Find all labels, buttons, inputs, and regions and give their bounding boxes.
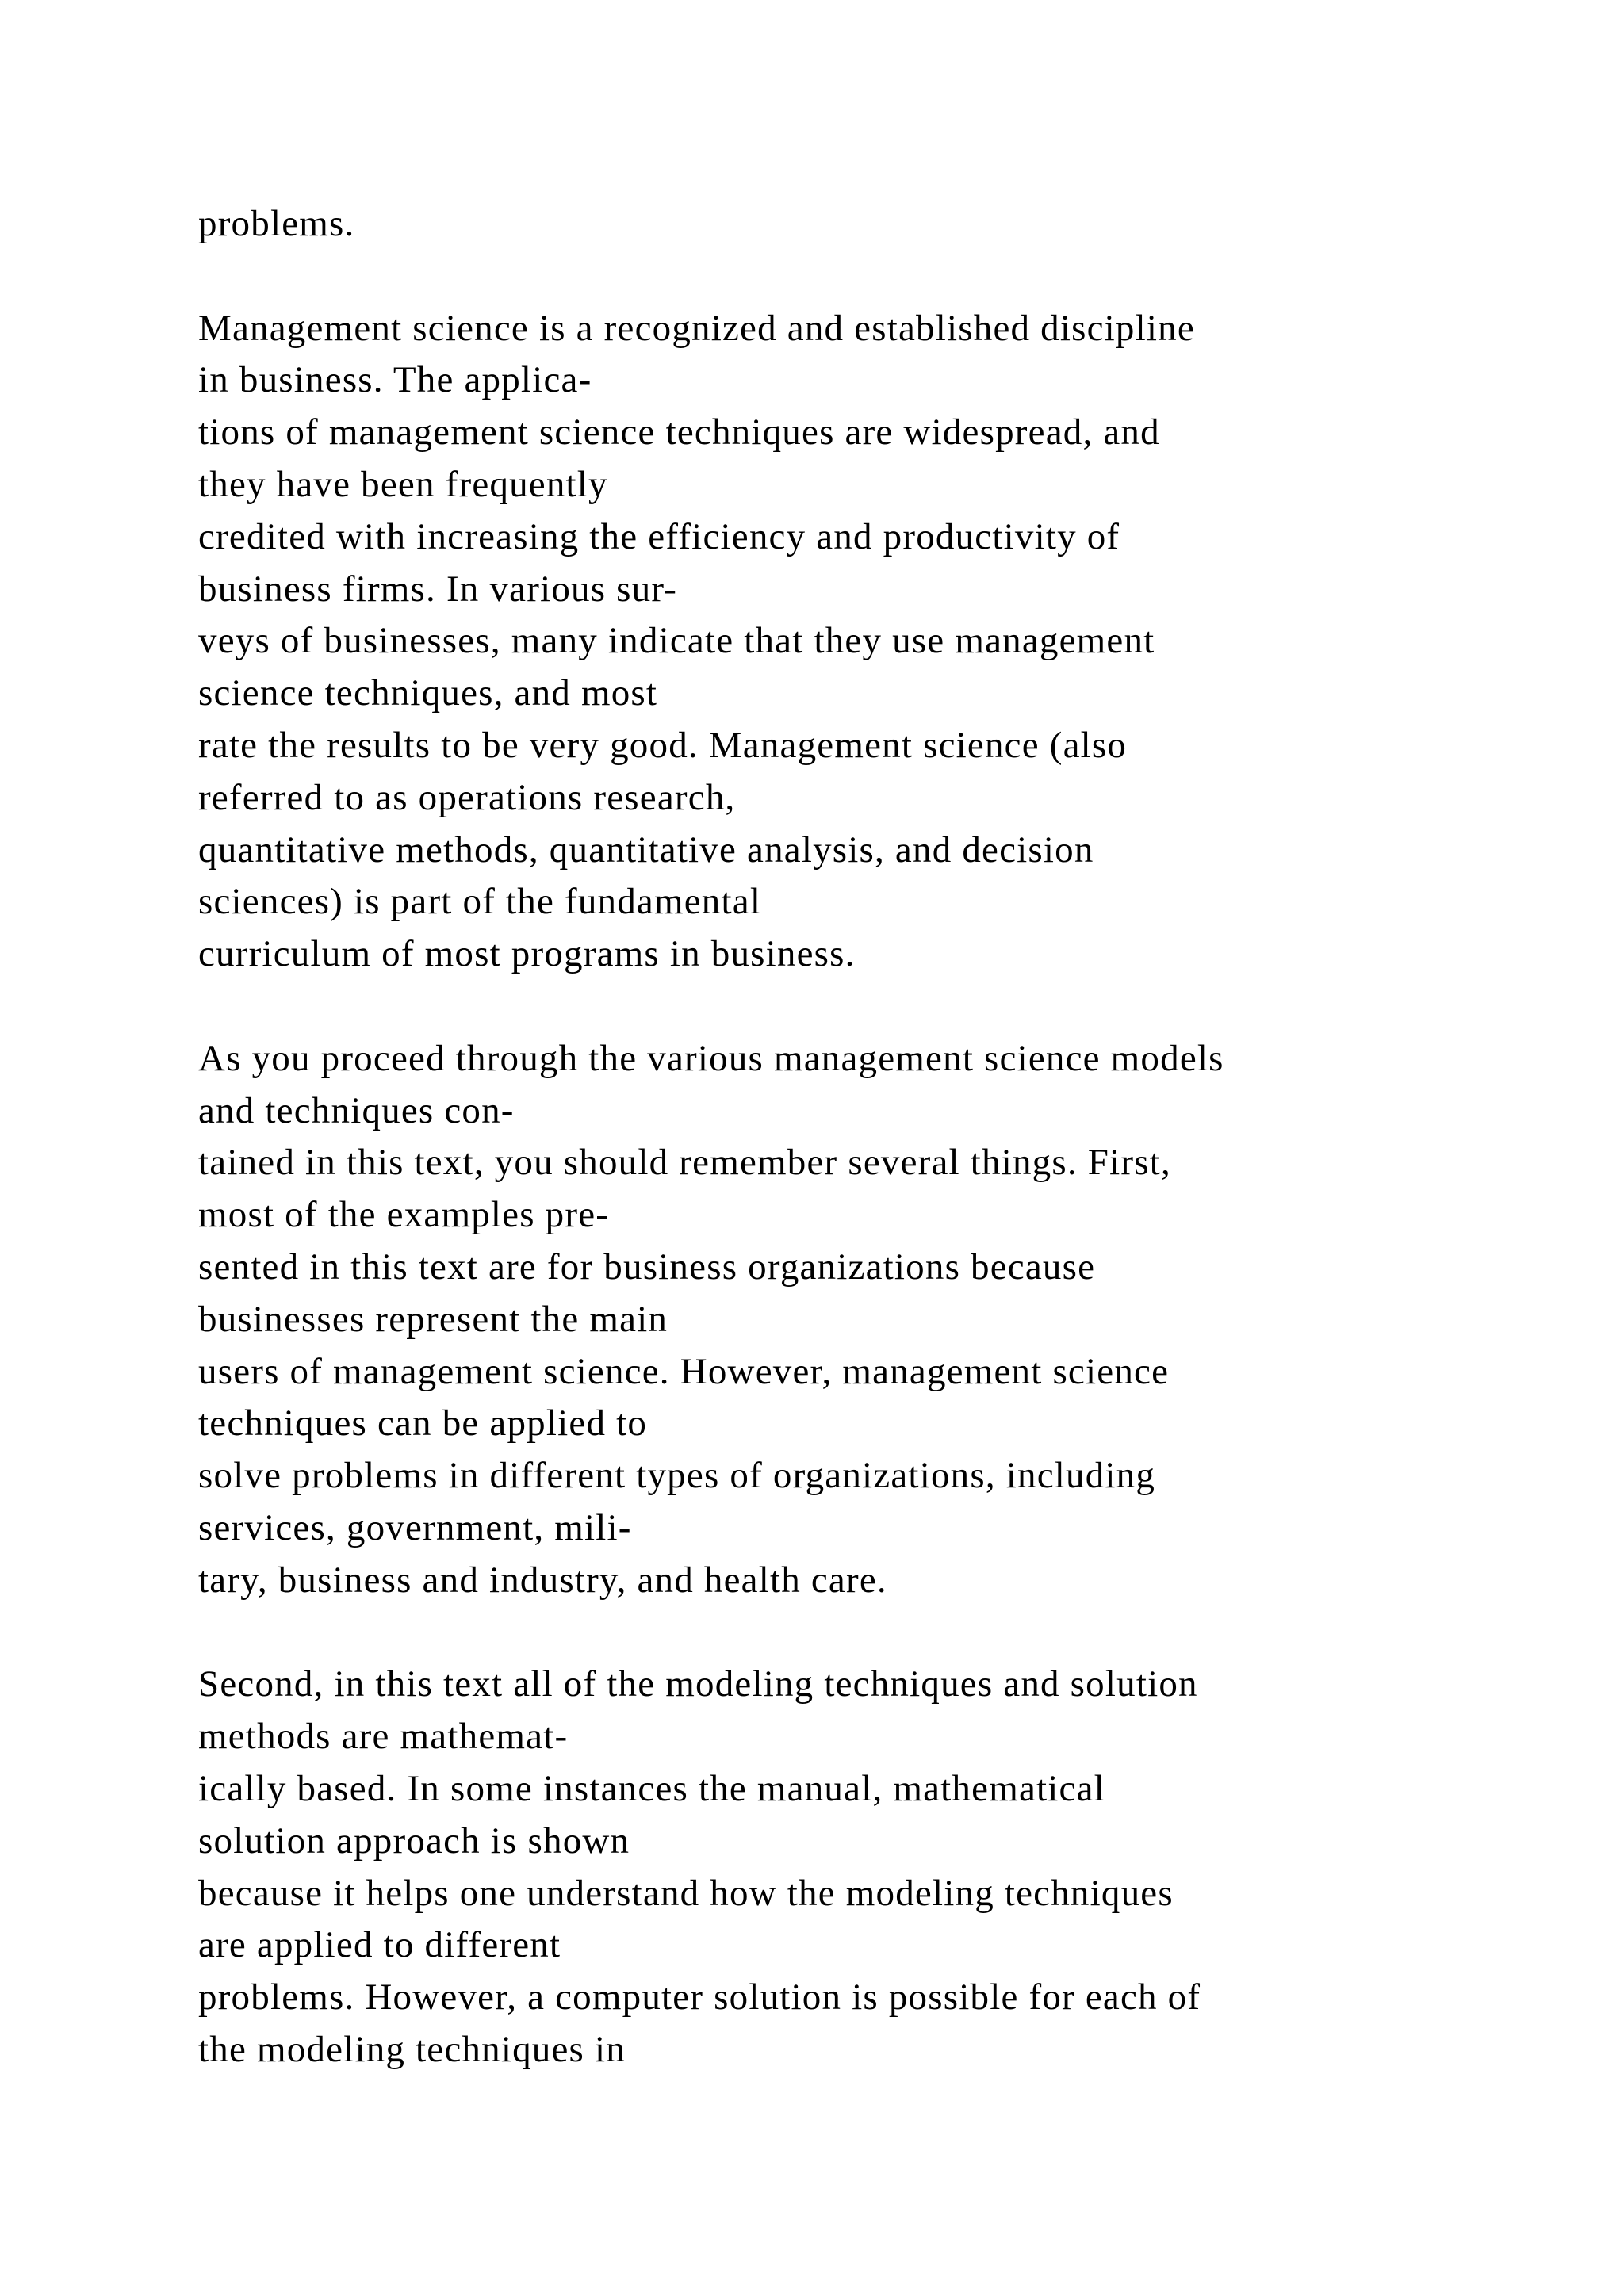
text-line: tary, business and industry, and health care. — [198, 1559, 887, 1601]
text-line: in business. The applica- — [198, 359, 592, 401]
paragraph — [198, 1033, 1562, 1607]
text-line: tained in this text, you should remember several things. First, — [198, 1142, 1171, 1184]
paragraph-gap — [198, 1607, 1562, 1659]
paragraph — [198, 198, 1562, 251]
text-line: sented in this text are for business organizations because — [198, 1246, 1096, 1288]
text-line: ically based. In some instances the manual, mathematical — [198, 1767, 1105, 1809]
text-line: most of the examples pre- — [198, 1194, 610, 1236]
paragraph — [198, 1659, 1562, 2076]
paragraph — [198, 303, 1562, 981]
text-line: Management science is a recognized and established discipline — [198, 307, 1195, 349]
paragraph-gap — [198, 251, 1562, 303]
text-line: science techniques, and most — [198, 672, 658, 714]
text-line: techniques can be applied to — [198, 1402, 648, 1445]
text-line: problems. However, a computer solution is possible for each of — [198, 1976, 1201, 2019]
text-line: problems. — [198, 203, 355, 244]
text-line: quantitative methods, quantitative analysis, and decision — [198, 828, 1094, 871]
text-line: tions of management science techniques are widespread, and — [198, 411, 1160, 453]
text-line: solve problems in different types of organizations, including — [198, 1455, 1156, 1497]
text-line: they have been frequently — [198, 463, 608, 505]
text-line: users of management science. However, management science — [198, 1350, 1170, 1392]
text-line: Second, in this text all of the modeling techniques and solution — [198, 1663, 1198, 1705]
text-line: business firms. In various sur- — [198, 568, 678, 610]
text-line: credited with increasing the efficiency and productivity of — [198, 515, 1120, 557]
text-line: and techniques con- — [198, 1089, 515, 1131]
text-line: are applied to different — [198, 1924, 561, 1966]
text-line: services, government, mili- — [198, 1506, 632, 1548]
text-line: the modeling techniques in — [198, 2028, 626, 2070]
text-line: methods are mathemat- — [198, 1716, 569, 1758]
text-line: veys of businesses, many indicate that they use management — [198, 620, 1155, 662]
text-line: businesses represent the main — [198, 1298, 668, 1340]
document-text — [198, 198, 1562, 2076]
text-line: curriculum of most programs in business. — [198, 933, 856, 975]
text-line: sciences) is part of the fundamental — [198, 881, 762, 923]
text-line: As you proceed through the various management science models — [198, 1037, 1224, 1079]
text-line: rate the results to be very good. Management science (also — [198, 724, 1128, 766]
text-line: referred to as operations research, — [198, 776, 736, 818]
paragraph-gap — [198, 981, 1562, 1033]
text-line: because it helps one understand how the modeling techniques — [198, 1872, 1174, 1914]
text-line: solution approach is shown — [198, 1820, 630, 1862]
